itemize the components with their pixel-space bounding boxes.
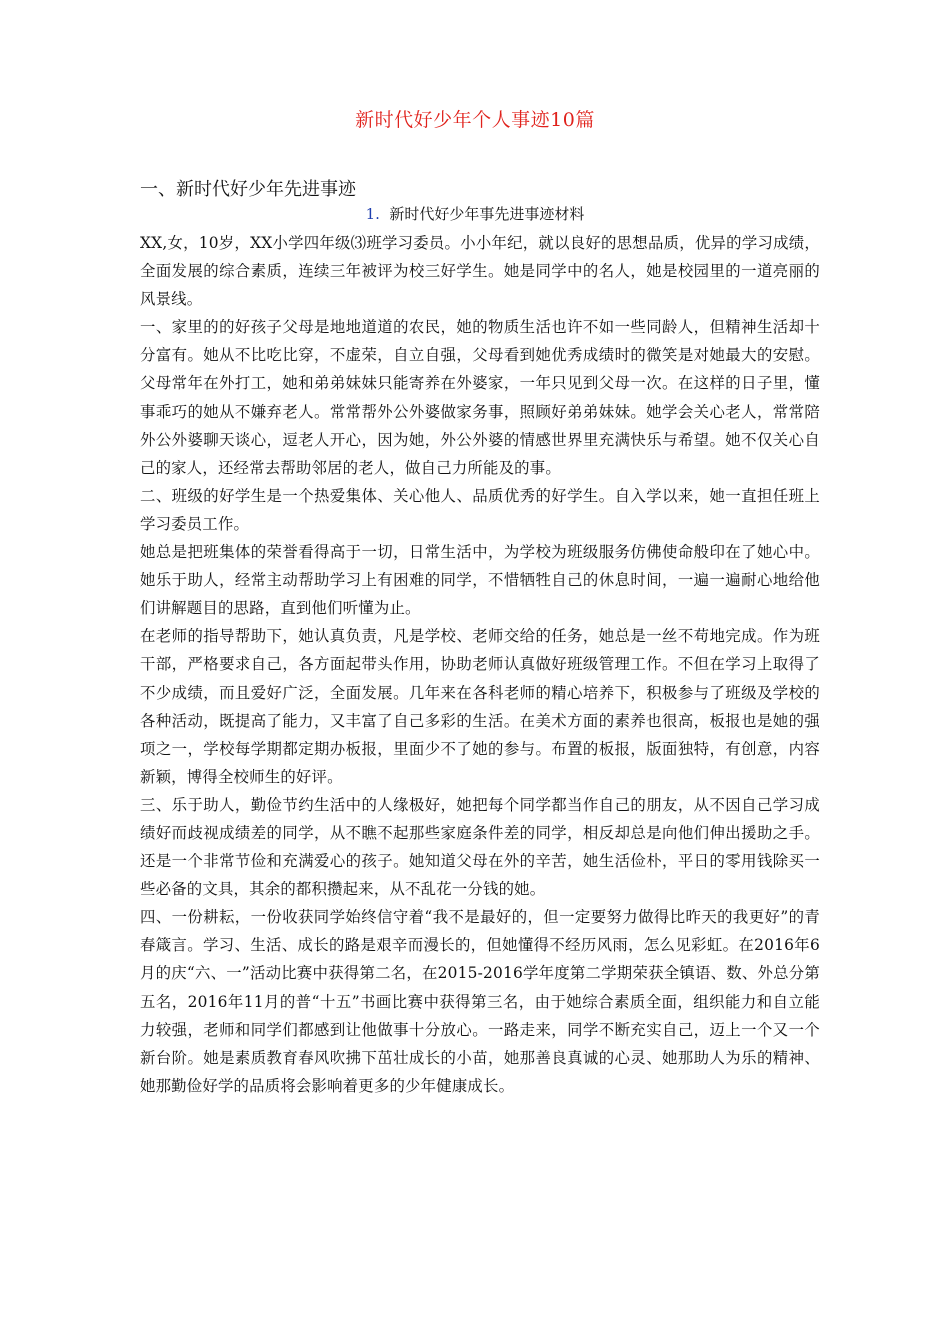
paragraph-achievements: 四、一份耕耘，一份收获同学始终信守着“我不是最好的，但一定要努力做得比昨天的我更好”的青春箴言。学习、生活、成长的路是艰辛而漫长的，但她懂得不经历风雨，怎么见彩虹。在2016年6月的庆“六、一”活动比赛中获得第二名，在2015-2016学年度第二学期荣获全镇语、数、外总分第五名，2016年11月的普“十五”书画比赛中获得第三名，由于她综合素质全面，组织能力和自立能力较强，老师和同学们都感到让他做事十分放心。一路走来，同学不断充实自己，迈上一个又一个新台阶。她是素质教育春风吹拂下茁壮成长的小苗，她那善良真诚的心灵、她那助人为乐的精神、她那勤俭好学的品质将会影响着更多的少年健康成长。	[140, 908, 820, 1095]
document-title: 新时代好少年个人事迹10篇	[355, 109, 595, 131]
body-text	[140, 229, 820, 1100]
section-heading: 一、新时代好少年先进事迹	[140, 179, 356, 200]
paragraph-family: 一、家里的的好孩子父母是地地道道的农民，她的物质生活也许不如一些同龄人，但精神生活却十分富有。她从不比吃比穿，不虚荣，自立自强，父母看到她优秀成绩时的微笑是对她最大的安慰。父母常年在外打工，她和弟弟妹妹只能寄养在外婆家，一年只见到父母一次。在这样的日子里，懂事乖巧的她从不嫌弃老人。常常帮外公外婆做家务事，照顾好弟弟妹妹。她学会关心老人，常常陪外公外婆聊天谈心，逗老人开心，因为她，外公外婆的情感世界里充满快乐与希望。她不仅关心自己的家人，还经常去帮助邻居的老人，做自己力所能及的事。	[140, 318, 820, 477]
subheading-text: 新时代好少年事先进事迹材料	[389, 205, 585, 223]
paragraph-collective: 她总是把班集体的荣誉看得高于一切，日常生活中，为学校为班级服务仿佛使命般印在了她心中。她乐于助人，经常主动帮助学习上有困难的同学，不惜牺牲自己的休息时间，一遍一遍耐心地给他们讲解题目的思路，直到他们听懂为止。	[140, 543, 820, 618]
paragraph-intro: XX,女，10岁，XX小学四年级⑶班学习委员。小小年纪，就以良好的思想品质，优异的学习成绩，全面发展的综合素质，连续三年被评为校三好学生。她是同学中的名人，她是校园里的一道亮丽的风景线。	[140, 234, 820, 309]
paragraph-class: 二、班级的好学生是一个热爱集体、关心他人、品质优秀的好学生。自入学以来，她一直担任班上学习委员工作。	[140, 486, 820, 533]
paragraph-teacher: 在老师的指导帮助下，她认真负责，凡是学校、老师交给的任务，她总是一丝不苟地完成。作为班干部，严格要求自己，各方面起带头作用，协助老师认真做好班级管理工作。不但在学习上取得了不少成绩，而且爱好广泛，全面发展。几年来在各科老师的精心培养下，积极参与了班级及学校的各种活动，既提高了能力，又丰富了自己多彩的生活。在美术方面的素养也很高，板报也是她的强项之一，学校每学期都定期办板报，里面少不了她的参与。布置的板报，版面独特，有创意，内容新颖，博得全校师生的好评。	[140, 627, 820, 786]
subheading	[0, 203, 950, 224]
paragraph-helping: 三、乐于助人，勤俭节约生活中的人缘极好，她把每个同学都当作自己的朋友，从不因自己学习成绩好而歧视成绩差的同学，从不瞧不起那些家庭条件差的同学，相反却总是向他们伸出援助之手。还是一个非常节俭和充满爱心的孩子。她知道父母在外的辛苦，她生活俭朴，平日的零用钱除买一些必备的文具，其余的都积攒起来，从不乱花一分钱的她。	[140, 795, 820, 899]
subheading-number: 1.	[365, 205, 380, 223]
